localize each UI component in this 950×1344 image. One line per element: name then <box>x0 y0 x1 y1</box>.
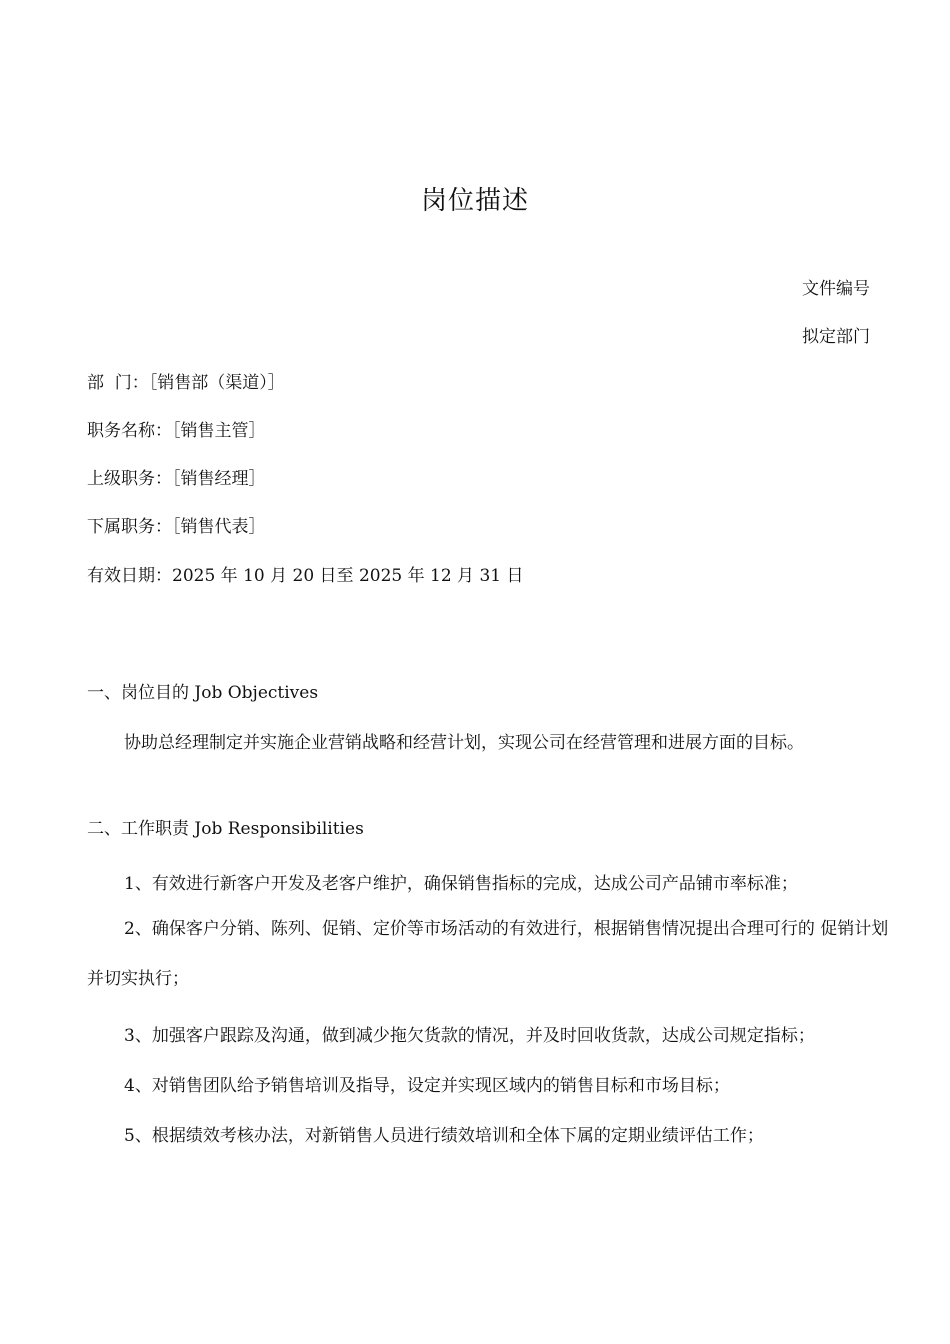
section-heading-responsibilities: 二、工作职责 Job Responsibilities <box>87 819 364 839</box>
drafting-department-label: 拟定部门 <box>802 327 870 347</box>
field-label: 上级职务： <box>87 469 172 489</box>
field-label: 职务名称： <box>87 421 172 441</box>
field-value: ［销售部（渠道）］ <box>148 373 285 393</box>
field-label: 下属职务： <box>87 517 172 537</box>
field-position-title <box>87 416 266 441</box>
field-subordinate <box>87 512 266 537</box>
file-number-label: 文件编号 <box>802 279 870 299</box>
responsibility-item-text: 2、确保客户分销、陈列、促销、定价等市场活动的有效进行，根据销售情况提出合理可行的 促销计划并切实执行； <box>87 919 889 989</box>
field-department <box>87 368 285 393</box>
responsibility-item-1: 1、有效进行新客户开发及老客户维护，确保销售指标的完成，达成公司产品铺市率标准； <box>124 874 798 894</box>
document-title: 岗位描述 <box>420 186 529 216</box>
field-value: 2025 年 10 月 20 日至 2025 年 12 月 31 日 <box>172 566 524 586</box>
field-label: 有效日期： <box>87 566 172 586</box>
responsibility-item-4: 4、对销售团队给予销售培训及指导，设定并实现区域内的销售目标和市场目标； <box>124 1076 730 1096</box>
responsibility-item-5: 5、根据绩效考核办法，对新销售人员进行绩效培训和全体下属的定期业绩评估工作； <box>124 1126 764 1146</box>
field-effective-date <box>87 561 524 586</box>
responsibility-item-2 <box>87 904 905 1004</box>
field-label: 部 门： <box>87 373 149 393</box>
field-value: ［销售经理］ <box>172 469 266 489</box>
section-heading-objectives: 一、岗位目的 Job Objectives <box>87 683 319 703</box>
objectives-paragraph: 协助总经理制定并实施企业营销战略和经营计划，实现公司在经营管理和进展方面的目标。 <box>124 733 804 753</box>
responsibility-item-3: 3、加强客户跟踪及沟通，做到减少拖欠货款的情况，并及时回收货款，达成公司规定指标； <box>124 1026 815 1046</box>
field-superior <box>87 464 266 489</box>
field-value: ［销售主管］ <box>172 421 266 441</box>
field-value: ［销售代表］ <box>172 517 266 537</box>
